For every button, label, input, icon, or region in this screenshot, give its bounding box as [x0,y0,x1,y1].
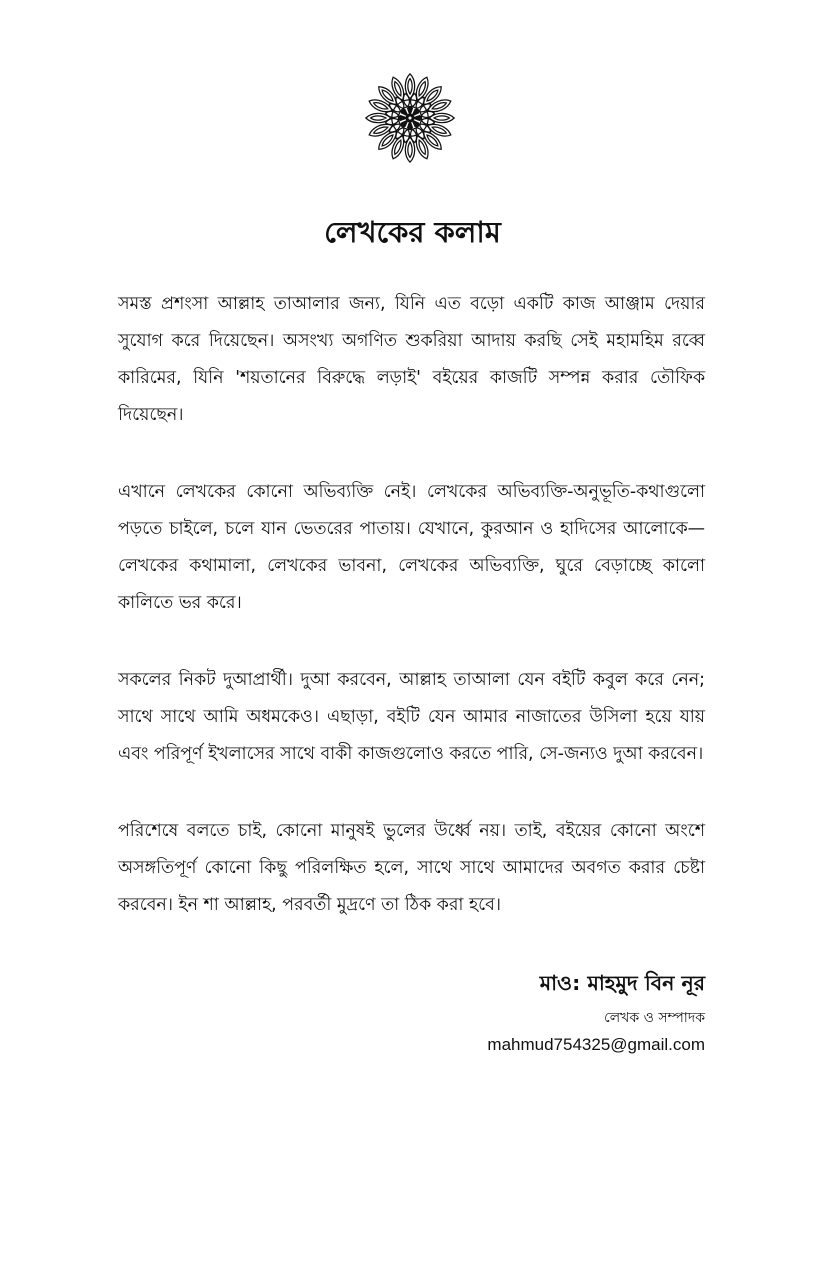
mandala-ornament-icon [362,70,458,166]
signature-block [487,964,705,1058]
paragraph-gratitude: সমস্ত প্রশংসা আল্লাহ তাআলার জন্য, যিনি এত বড়ো একটি কাজ আঞ্জাম দেয়ার সুযোগ করে দিয়েছেন। অসংখ্য অগণিত শুকরিয়া আদায় করছি সেই মহামহিম রব্বে কারিমের, যিনি 'শয়তানের বিরুদ্ধে লড়াই' বইয়ের কাজটি সম্পন্ন করার তৌফিক দিয়েছেন। [118,294,705,425]
paragraph-expression: এখানে লেখকের কোনো অভিব্যক্তি নেই। লেখকের অভিব্যক্তি-অনুভূতি-কথাগুলো পড়তে চাইলে, চলে যান ভেতরের পাতায়। যেখানে, কুরআন ও হাদিসের আলোকে—লেখকের কথামালা, লেখকের ভাবনা, লেখকের অভিব্যক্তি, ঘুরে বেড়াচ্ছে কালো কালিতে ভর করে। [118,482,705,613]
page-title: লেখকের কলাম [324,215,501,249]
author-role: লেখক ও সম্পাদক [604,1010,705,1026]
author-name: মাও: মাহমুদ বিন নূর [539,971,705,995]
paragraph-closing: পরিশেষে বলতে চাই, কোনো মানুষই ভুলের উর্ধ্বে নয়। তাই, বইয়ের কোনো অংশে অসঙ্গতিপূর্ণ কোনো কিছু পরিলক্ষিত হলে, সাথে সাথে আমাদের অবগত করার চেষ্টা করবেন। ইন শা আল্লাহ, পরবর্তী মুদ্রণে তা ঠিক করা হবে। [118,821,705,915]
author-email: mahmud754325@gmail.com [487,1035,705,1054]
paragraph-dua: সকলের নিকট দুআপ্রার্থী। দুআ করবেন, আল্লাহ তাআলা যেন বইটি কবুল করে নেন; সাথে সাথে আমি অধমকেও। এছাড়া, বইটি যেন আমার নাজাতের উসিলা হয়ে যায় এবং পরিপূর্ণ ইখলাসের সাথে বাকী কাজগুলোও করতে পারি, সে-জন্যও দুআ করবেন। [118,670,705,764]
body-text [118,286,705,964]
